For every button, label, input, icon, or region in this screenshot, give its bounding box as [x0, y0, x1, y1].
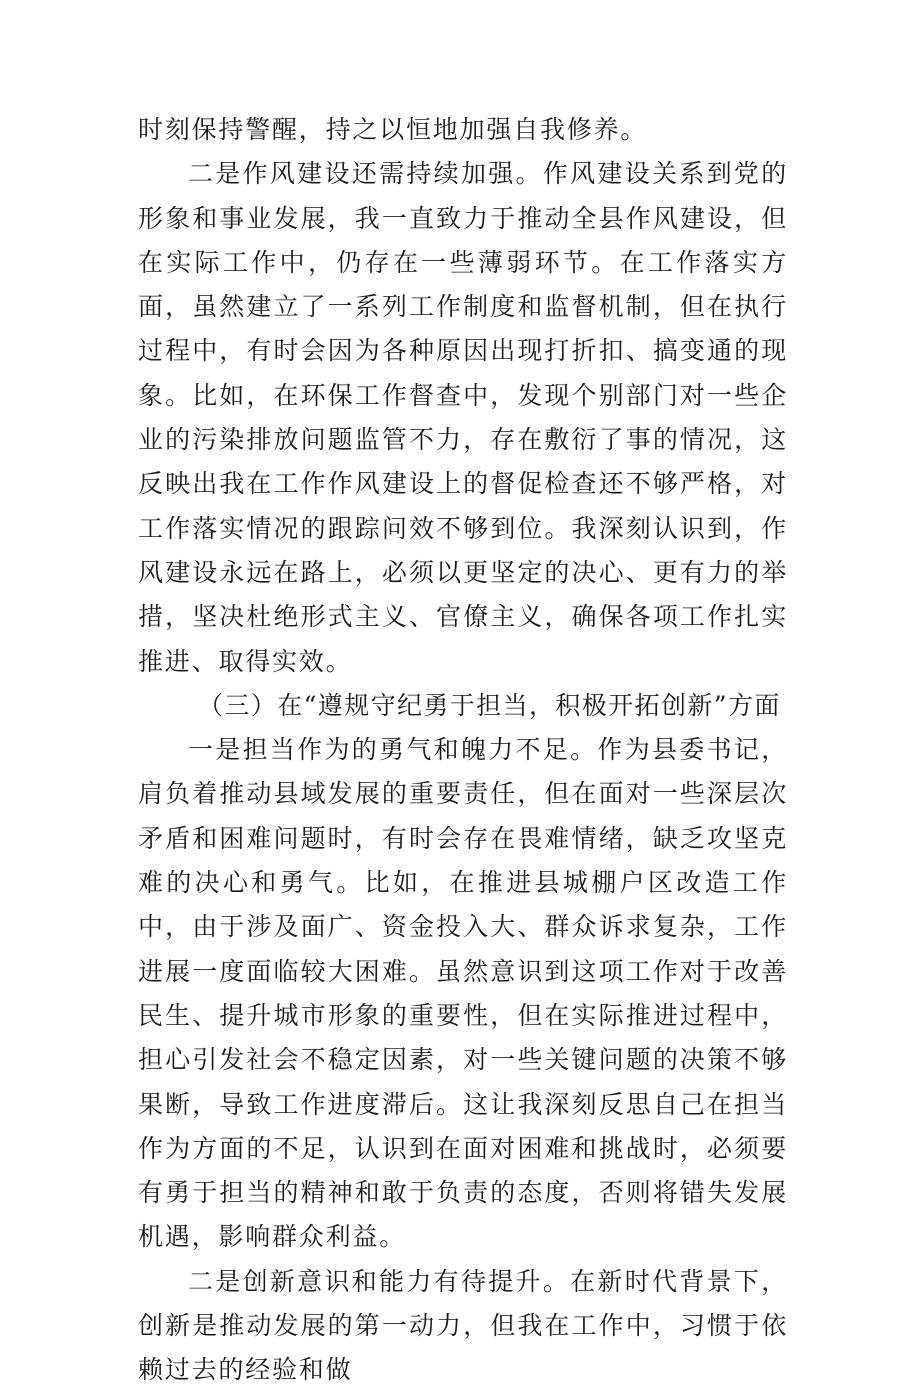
paragraph-work-style: 二是作风建设还需持续加强。作风建设关系到党的形象和事业发展，我一直致力于推动全县作风建设，但在实际工作中，仍存在一些薄弱环节。在工作落实方面，虽然建立了一系列工作制度和监督机制，但在执行过程中，有时会因为各种原因出现打折扣、搞变通的现象。比如，在环保工作督查中，发现个别部门对一些企业的污染排放问题监管不力，存在敷衍了事的情况，这反映出我在工作作风建设上的督促检查还不够严格，对工作落实情况的跟踪问效不够到位。我深刻认识到，作风建设永远在路上，必须以更坚定的决心、更有力的举措，坚决杜绝形式主义、官僚主义，确保各项工作扎实推进、取得实效。 — [138, 159, 788, 676]
paragraph-responsibility: 一是担当作为的勇气和魄力不足。作为县委书记，肩负着推动县域发展的重要责任，但在面对一些深层次矛盾和困难问题时，有时会存在畏难情绪，缺乏攻坚克难的决心和勇气。比如，在推进县城棚户区改造工作中，由于涉及面广、资金投入大、群众诉求复杂，工作进展一度面临较大困难。虽然意识到这项工作对于改善民生、提升城市形象的重要性，但在实际推进过程中，担心引发社会不稳定因素，对一些关键问题的决策不够果断，导致工作进度滞后。这让我深刻反思自己在担当作为方面的不足，认识到在面对困难和挑战时，必须要有勇于担当的精神和敢于负责的态度，否则将错失发展机遇，影响群众利益。 — [138, 735, 788, 1252]
document-body — [138, 108, 788, 1393]
paragraph-innovation: 二是创新意识和能力有待提升。在新时代背景下，创新是推动发展的第一动力，但我在工作中，习惯于依赖过去的经验和做 — [138, 1266, 788, 1385]
section-heading-3: （三）在“遵规守纪勇于担当，积极开拓创新”方面 — [198, 690, 781, 720]
paragraph-continuation: 时刻保持警醒，持之以恒地加强自我修养。 — [138, 115, 648, 144]
